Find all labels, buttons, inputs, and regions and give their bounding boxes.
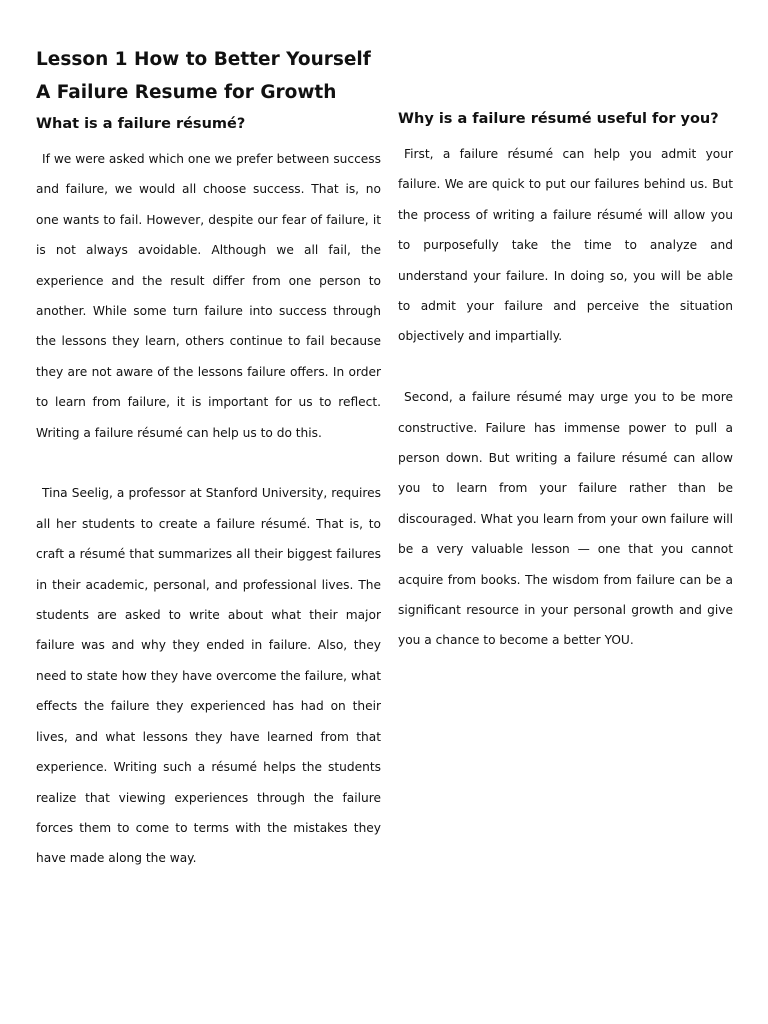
- left-column: [36, 144, 381, 874]
- lesson-title: Lesson 1 How to Better Yourself: [36, 49, 371, 70]
- right-section-heading: Why is a failure résumé useful for you?: [398, 111, 719, 127]
- right-column: [398, 139, 743, 656]
- left-paragraph-2: Tina Seelig, a professor at Stanford University, requires all her students to create a failure résumé. That is, to craft a résumé that summarizes all their biggest failures in their academic, personal, and professional lives. The students are asked to write about what their major failure was and why they ended in failure. Also, they need to state how they have overcome the failure, what effects the failure they experienced has had on their lives, and what lessons they have learned from that experience. Writing such a résumé helps the students realize that viewing experiences through the failure forces them to come to terms with the mistakes they have made along the way.: [36, 486, 381, 866]
- right-paragraph-1: First, a failure résumé can help you admit your failure. We are quick to put our failures behind us. But the process of writing a failure résumé will allow you to purposefully take the time to analyze and understand your failure. In doing so, you will be able to admit your failure and perceive the situation objectively and impartially.: [398, 147, 733, 344]
- left-section-heading: What is a failure résumé?: [36, 116, 246, 132]
- left-paragraph-1: If we were asked which one we prefer between success and failure, we would all choose success. That is, no one wants to fail. However, despite our fear of failure, it is not always avoidable. Although we all fail, the experience and the result differ from one person to another. While some turn failure into success through the lessons they learn, others continue to fail because they are not aware of the lessons failure offers. In order to learn from failure, it is important for us to reflect. Writing a failure résumé can help us to do this.: [36, 152, 381, 440]
- lesson-subtitle: A Failure Resume for Growth: [36, 82, 337, 103]
- right-paragraph-2: Second, a failure résumé may urge you to be more constructive. Failure has immense power to pull a person down. But writing a failure résumé can allow you to learn from your failure rather than be discouraged. What you learn from your own failure will be a very valuable lesson — one that you cannot acquire from books. The wisdom from failure can be a significant resource in your personal growth and give you a chance to become a better YOU.: [398, 390, 733, 648]
